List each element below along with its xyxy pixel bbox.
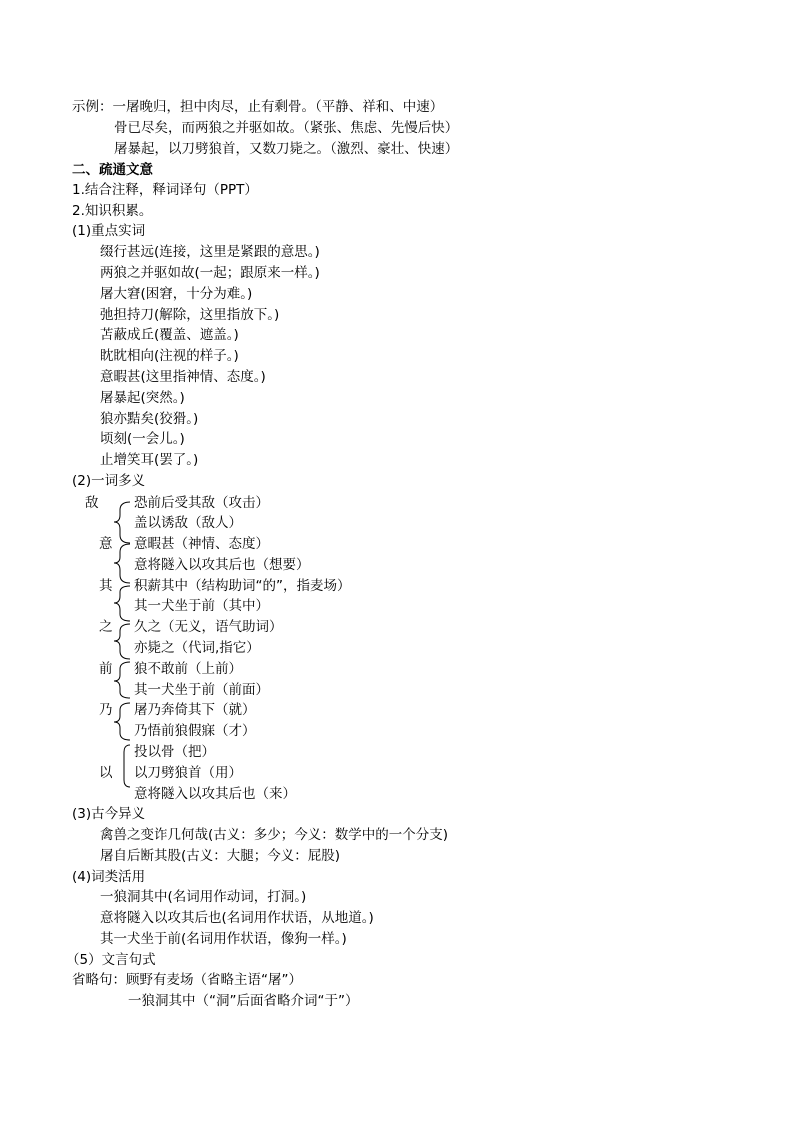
polysemy-item: 意将隧入以攻其后也（想要） <box>134 557 310 573</box>
keyword-item: 苫蔽成丘(覆盖、遮盖。) <box>100 327 239 343</box>
wordclass-item: 其一犬坐于前(名词用作状语，像狗一样。) <box>100 931 347 947</box>
polysemy-item: 亦毙之（代词,指它） <box>134 640 260 656</box>
keywords-heading: (1)重点实词 <box>72 223 146 239</box>
brace-nai <box>114 703 130 740</box>
polysemy-char: 意 <box>99 536 113 552</box>
polysemy-char: 之 <box>99 619 113 635</box>
polysemy-char: 前 <box>99 661 113 677</box>
brace-qian <box>114 662 130 698</box>
example-text-1: 一屠晚归，担中肉尽，止有剩骨。（平静、祥和、中速） <box>112 99 444 115</box>
ancient-item: 屠自后断其股(古义：大腿；今义：屁股) <box>100 848 341 864</box>
example-line-2: 骨已尽矣，而两狼之并驱如故。（紧张、焦虑、先慢后快） <box>114 120 459 136</box>
brace-yi2 <box>124 745 130 787</box>
syntax-heading: （5）文言句式 <box>66 952 156 968</box>
ancient-item: 禽兽之变诈几何哉(古义：多少；今义：数学中的一个分支) <box>100 827 449 843</box>
polysemy-char: 其 <box>99 578 113 594</box>
brace-zhi <box>114 624 130 659</box>
brace-di <box>114 502 130 543</box>
wordclass-item: 意将隧入以攻其后也(名词用作状语，从地道。) <box>100 910 374 926</box>
wordclass-heading: (4)词类活用 <box>72 869 146 885</box>
keyword-item: 顷刻(一会儿。) <box>100 431 185 447</box>
item-1: 1.结合注释，释词译句（PPT） <box>72 182 258 198</box>
polysemy-item: 其一犬坐于前（前面） <box>134 682 269 698</box>
polysemy-item: 屠乃奔倚其下（就） <box>134 702 256 718</box>
polysemy-item: 积薪其中（结构助词“的”，指麦场） <box>134 578 351 594</box>
keyword-item: 眈眈相向(注视的样子。) <box>100 348 239 364</box>
polysemy-item: 久之（无义，语气助词） <box>134 619 283 635</box>
polysemy-char: 以 <box>99 765 113 781</box>
polysemy-item: 盖以诱敌（敌人） <box>134 515 242 531</box>
polysemy-item: 以刀劈狼首（用） <box>134 765 242 781</box>
section-heading: 二、疏通文意 <box>72 162 153 178</box>
polysemy-item: 其一犬坐于前（其中） <box>134 598 269 614</box>
polysemy-item: 意暇甚（神情、态度） <box>134 536 269 552</box>
ancient-heading: (3)古今异义 <box>72 806 146 822</box>
polysemy-char: 敌 <box>85 495 99 511</box>
keyword-item: 缀行甚远(连接，这里是紧跟的意思。) <box>100 244 320 260</box>
syntax-text-1: 顾野有麦场（省略主语“屠”） <box>126 972 302 988</box>
polysemy-item: 乃悟前狼假寐（才） <box>134 723 256 739</box>
example-label: 示例： <box>72 99 113 115</box>
syntax-line-2: 一狼洞其中（“洞”后面省略介词“于”） <box>128 993 359 1009</box>
keyword-item: 止增笑耳(罢了。) <box>100 452 199 468</box>
polysemy-heading: (2)一词多义 <box>72 473 146 489</box>
wordclass-item: 一狼洞其中(名词用作动词，打洞。) <box>100 889 307 905</box>
brace-qi <box>114 586 130 621</box>
keyword-item: 两狼之并驱如故(一起；跟原来一样。) <box>100 265 320 281</box>
syntax-line-1 <box>72 970 302 990</box>
polysemy-item: 狼不敢前（上前） <box>134 661 242 677</box>
keyword-item: 屠大窘(困窘，十分为难。) <box>100 286 253 302</box>
keyword-item: 意暇甚(这里指神情、态度。) <box>100 369 266 385</box>
polysemy-char: 乃 <box>99 702 113 718</box>
keyword-item: 弛担持刀(解除，这里指放下。) <box>100 307 280 323</box>
brace-yi <box>114 544 130 583</box>
keyword-item: 狼亦黠矣(狡猾。) <box>100 411 199 427</box>
polysemy-item: 意将隧入以攻其后也（来） <box>134 786 296 802</box>
item-2: 2.知识积累。 <box>72 203 153 219</box>
example-line-3: 屠暴起，以刀劈狼首，又数刀毙之。（激烈、豪壮、快速） <box>114 141 459 157</box>
polysemy-item: 投以骨（把） <box>134 744 215 760</box>
syntax-label: 省略句： <box>72 972 126 988</box>
polysemy-item: 恐前后受其敌（攻击） <box>134 495 269 511</box>
keyword-item: 屠暴起(突然。) <box>100 390 185 406</box>
